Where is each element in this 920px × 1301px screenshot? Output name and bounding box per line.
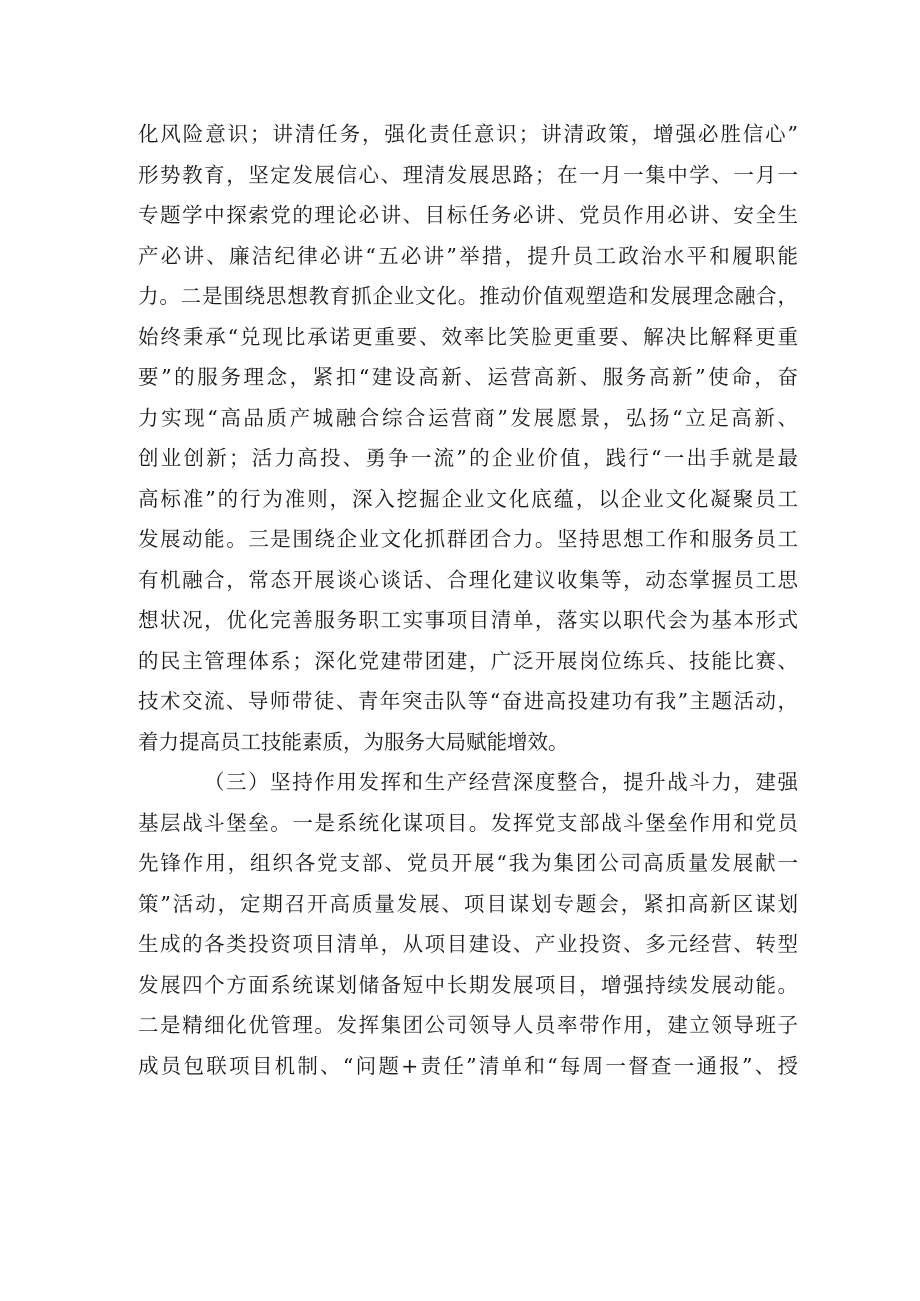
text-line: 二是精细化优管理。发挥集团公司领导人员率带作用，建立领导班子: [138, 1013, 798, 1037]
text-line: 着力提高员工技能素质，为服务大局赋能增效。: [138, 729, 569, 754]
text-line: 发展四个方面系统谋划储备短中长期发展项目，增强持续发展动能。: [138, 972, 798, 997]
text-line: 生成的各类投资项目清单，从项目建设、产业投资、多元经营、转型: [138, 932, 798, 956]
text-line: 化风险意识；讲清任务，强化责任意识；讲清政策，增强必胜信心”: [138, 122, 798, 146]
text-line: 产必讲、廉洁纪律必讲“五必讲”举措，提升员工政治水平和履职能: [138, 243, 798, 268]
paragraph-1: [138, 114, 798, 762]
text-line: 创业创新；活力高投、勇争一流”的企业价值，践行“一出手就是最: [138, 446, 798, 470]
text-line: 始终秉承“兑现比承诺更重要、效率比笑脸更重要、解决比解释更重: [138, 324, 798, 349]
section-heading-line: （三）坚持作用发挥和生产经营深度整合，提升战斗力，建强: [204, 770, 798, 794]
text-line: 形势教育，坚定发展信心、理清发展思路；在一月一集中学、一月一: [138, 162, 798, 187]
text-line: 基层战斗堡垒。一是系统化谋项目。发挥党支部战斗堡垒作用和党员: [138, 810, 798, 835]
text-line: 力实现“高品质产城融合综合运营商”发展愿景，弘扬“立足高新、: [138, 405, 798, 430]
text-line: 专题学中探索党的理论必讲、目标任务必讲、党员作用必讲、安全生: [138, 203, 798, 227]
text-line: 发展动能。三是围绕企业文化抓群团合力。坚持思想工作和服务员工: [138, 527, 798, 551]
text-line: 策”活动，定期召开高质量发展、项目谋划专题会，紧扣高新区谋划: [138, 891, 798, 916]
text-line: 有机融合，常态开展谈心谈话、合理化建议收集等，动态掌握员工思: [138, 567, 798, 592]
text-line: 技术交流、导师带徒、青年突击队等“奋进高投建功有我”主题活动，: [138, 689, 798, 713]
document-body: [138, 114, 798, 1086]
text-line: 先锋作用，组织各党支部、党员开展“我为集团公司高质量发展献一: [138, 851, 798, 875]
text-line: 成员包联项目机制、“问题+责任”清单和“每周一督查一通报”、授: [138, 1053, 798, 1078]
text-line: 的民主管理体系；深化党建带团建，广泛开展岗位练兵、技能比赛、: [138, 648, 798, 673]
text-line: 想状况，优化完善服务职工实事项目清单，落实以职代会为基本形式: [138, 608, 798, 632]
paragraph-2: [138, 762, 798, 1086]
text-line: 高标准”的行为准则，深入挖掘企业文化底蕴，以企业文化凝聚员工: [138, 486, 798, 511]
text-line: 力。二是围绕思想教育抓企业文化。推动价值观塑造和发展理念融合，: [138, 284, 798, 308]
text-line: 要”的服务理念，紧扣“建设高新、运营高新、服务高新”使命，奋: [138, 365, 798, 389]
